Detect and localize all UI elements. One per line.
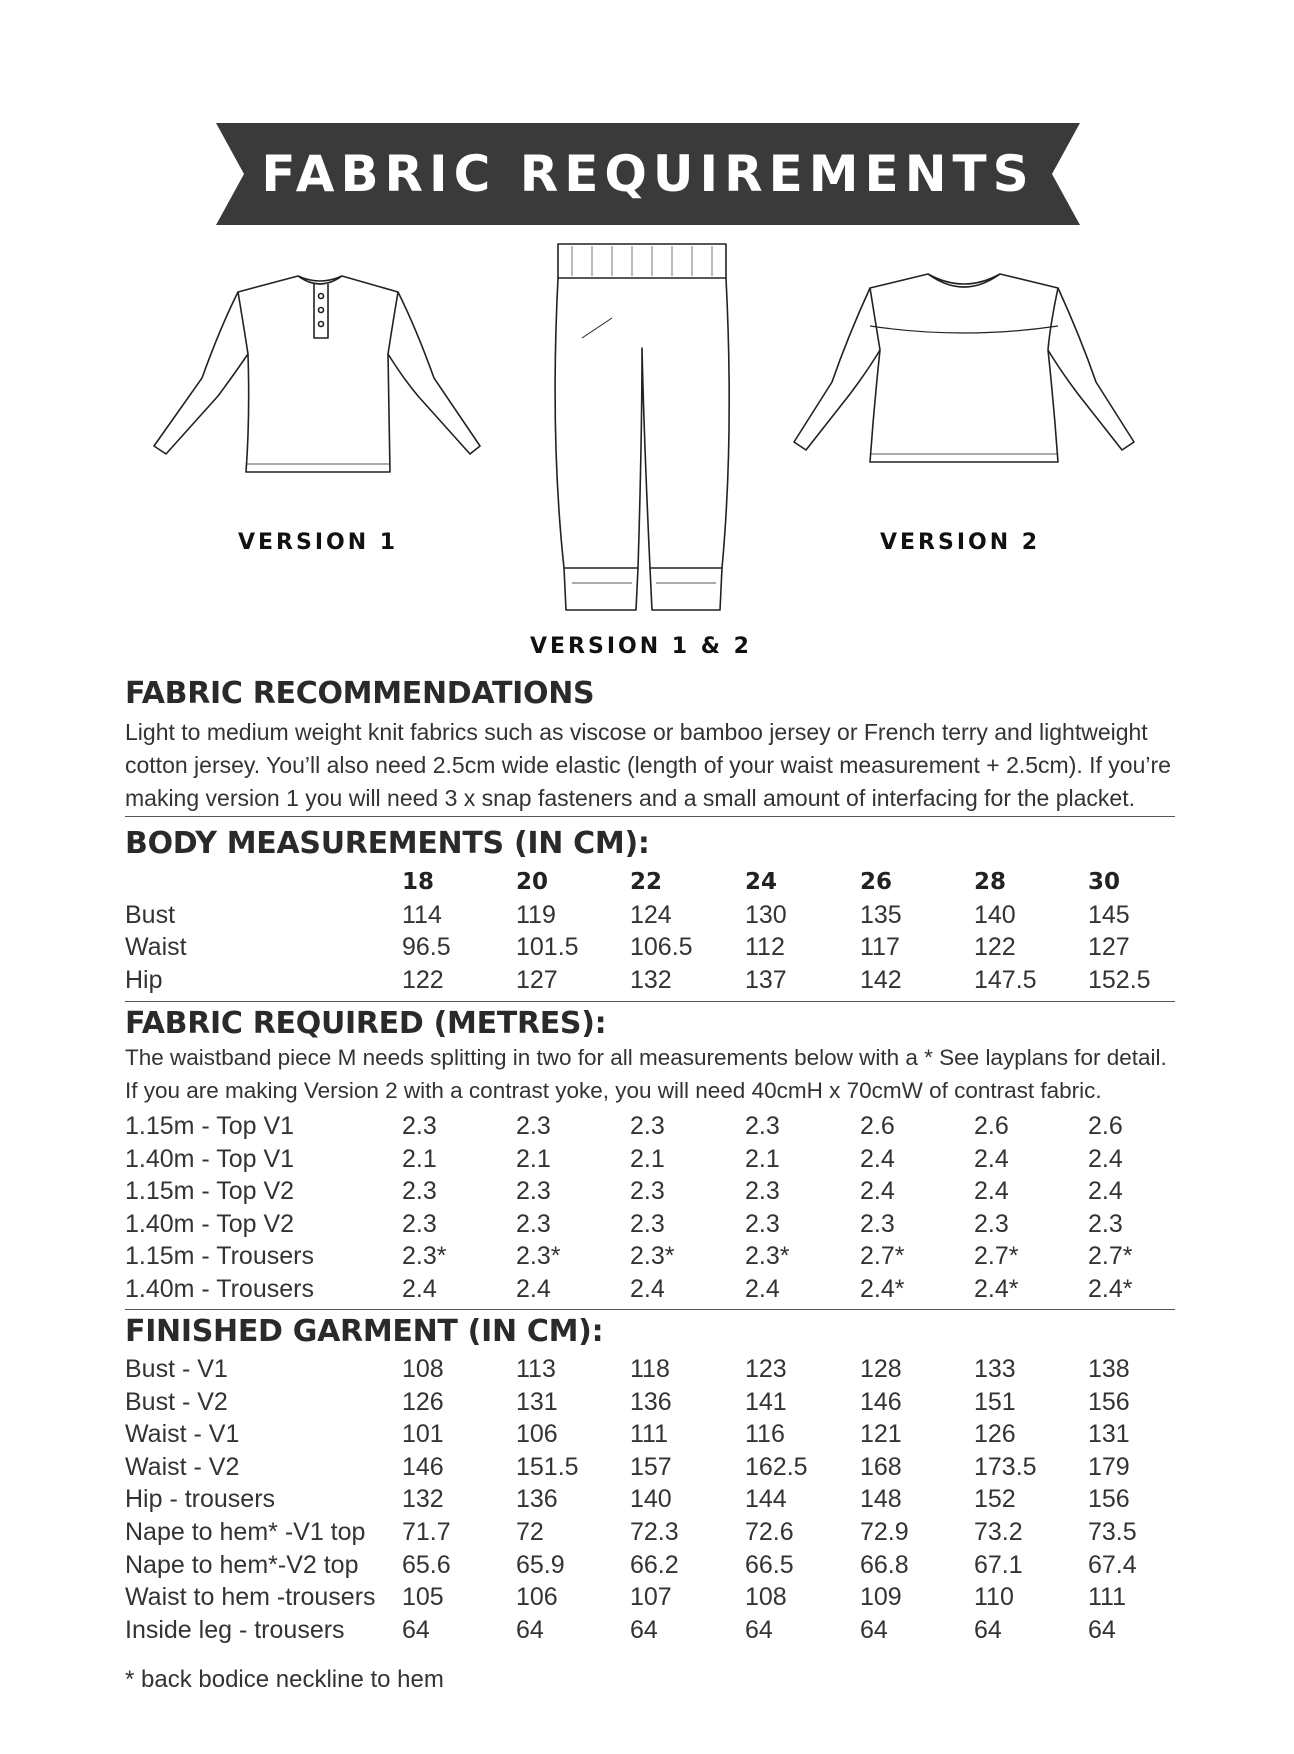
size-header-cell: 30 (1088, 869, 1121, 895)
value-cell: 107 (630, 1583, 672, 1612)
value-cell: 106 (516, 1583, 558, 1612)
body-measurements-table (125, 866, 1175, 996)
value-cell: 2.1 (745, 1144, 780, 1173)
row-label: Bust - V2 (125, 1387, 228, 1416)
page-title: FABRIC REQUIREMENTS (261, 145, 1035, 203)
version-1-label: VERSION 1 (238, 530, 399, 555)
value-cell: 131 (1088, 1420, 1130, 1449)
value-cell: 168 (860, 1452, 902, 1481)
value-cell: 2.4 (402, 1274, 437, 1303)
row-label: Waist to hem -trousers (125, 1583, 376, 1612)
value-cell: 2.3 (402, 1177, 437, 1206)
value-cell: 106 (516, 1420, 558, 1449)
value-cell: 123 (745, 1355, 787, 1383)
recommendation-line: cotton jersey. You’ll also need 2.5cm wide elastic (length of your waist measurement + 2.5cm). If you’re (125, 752, 1171, 778)
section-divider (125, 816, 1175, 817)
value-cell: 122 (402, 965, 444, 994)
version-2-yoke-top-illustration (788, 266, 1140, 466)
row-label: 1.40m - Top V2 (125, 1209, 295, 1238)
size-header-cell: 20 (516, 869, 549, 895)
value-cell: 145 (1088, 900, 1130, 929)
value-cell: 121 (860, 1420, 902, 1449)
value-cell: 111 (1088, 1583, 1127, 1612)
value-cell: 2.4 (974, 1144, 1009, 1173)
value-cell: 2.1 (516, 1144, 551, 1173)
table-row (125, 964, 1175, 997)
size-header-cell: 22 (630, 869, 663, 895)
value-cell: 112 (745, 933, 785, 962)
row-label: Waist - V1 (125, 1420, 240, 1449)
value-cell: 2.4* (860, 1274, 905, 1303)
value-cell: 106.5 (630, 933, 693, 962)
value-cell: 2.3* (402, 1242, 447, 1271)
value-cell: 135 (860, 900, 902, 929)
value-cell: 2.4 (1088, 1144, 1123, 1173)
value-cell: 142 (860, 965, 902, 994)
value-cell: 72.9 (860, 1517, 909, 1546)
value-cell: 110 (974, 1583, 1014, 1612)
value-cell: 127 (1088, 933, 1130, 962)
table-row (125, 1143, 1175, 1176)
value-cell: 151.5 (516, 1452, 579, 1481)
value-cell: 137 (745, 965, 787, 994)
body-measurements-heading: BODY MEASUREMENTS (IN CM): (125, 826, 650, 861)
fabric-recommendations-heading: FABRIC RECOMMENDATIONS (125, 676, 595, 711)
value-cell: 2.1 (402, 1144, 437, 1173)
value-cell: 96.5 (402, 933, 451, 962)
value-cell: 146 (402, 1452, 444, 1481)
value-cell: 157 (630, 1452, 672, 1481)
value-cell: 2.4 (1088, 1177, 1123, 1206)
value-cell: 144 (745, 1485, 787, 1514)
value-cell: 2.4* (974, 1274, 1019, 1303)
value-cell: 113 (516, 1355, 556, 1383)
value-cell: 65.6 (402, 1550, 451, 1579)
value-cell: 116 (745, 1420, 785, 1449)
finished-garment-heading: FINISHED GARMENT (IN CM): (125, 1314, 604, 1349)
value-cell: 67.1 (974, 1550, 1023, 1579)
value-cell: 2.3 (516, 1209, 551, 1238)
section-divider (125, 1309, 1175, 1310)
value-cell: 108 (402, 1355, 444, 1383)
value-cell: 136 (516, 1485, 558, 1514)
value-cell: 140 (974, 900, 1016, 929)
value-cell: 66.5 (745, 1550, 794, 1579)
size-header-cell: 28 (974, 869, 1007, 895)
value-cell: 64 (974, 1615, 1002, 1644)
value-cell: 114 (402, 900, 442, 929)
row-label: Waist - V2 (125, 1452, 240, 1481)
value-cell: 118 (630, 1355, 670, 1383)
value-cell: 2.6 (860, 1112, 895, 1140)
value-cell: 2.3 (630, 1209, 665, 1238)
row-label: Bust (125, 900, 176, 929)
title-banner (216, 123, 1080, 225)
footnote: * back bodice neckline to hem (125, 1666, 444, 1693)
value-cell: 64 (402, 1615, 430, 1644)
table-row (125, 1418, 1175, 1451)
value-cell: 2.3 (974, 1209, 1009, 1238)
value-cell: 2.4 (974, 1177, 1009, 1206)
value-cell: 2.1 (630, 1144, 665, 1173)
value-cell: 133 (974, 1355, 1016, 1383)
value-cell: 117 (860, 933, 900, 962)
value-cell: 2.4 (860, 1177, 895, 1206)
value-cell: 2.3 (745, 1112, 780, 1140)
table-row (125, 1353, 1175, 1386)
value-cell: 2.3 (516, 1112, 551, 1140)
table-row (125, 931, 1175, 964)
value-cell: 72.3 (630, 1517, 679, 1546)
value-cell: 101.5 (516, 933, 579, 962)
row-label: Inside leg - trousers (125, 1615, 345, 1644)
value-cell: 132 (630, 965, 672, 994)
value-cell: 2.3 (516, 1177, 551, 1206)
table-row (125, 1175, 1175, 1208)
value-cell: 67.4 (1088, 1550, 1137, 1579)
fabric-required-notes (125, 1041, 1175, 1107)
value-cell: 66.8 (860, 1550, 909, 1579)
value-cell: 148 (860, 1485, 902, 1514)
value-cell: 124 (630, 900, 672, 929)
value-cell: 152.5 (1088, 965, 1151, 994)
trousers-illustration (552, 238, 732, 614)
table-row (125, 1516, 1175, 1549)
fabric-required-note: The waistband piece M needs splitting in two for all measurements below with a * See layplans for detail. (125, 1045, 1167, 1070)
value-cell: 130 (745, 900, 787, 929)
value-cell: 128 (860, 1355, 902, 1383)
row-label: Nape to hem* -V1 top (125, 1517, 366, 1546)
size-header-cell: 18 (402, 869, 435, 895)
value-cell: 146 (860, 1387, 902, 1416)
value-cell: 162.5 (745, 1452, 808, 1481)
value-cell: 131 (516, 1387, 558, 1416)
row-label: Hip - trousers (125, 1485, 276, 1514)
table-row (125, 1386, 1175, 1419)
value-cell: 122 (974, 933, 1016, 962)
value-cell: 151 (974, 1387, 1016, 1416)
recommendation-line: Light to medium weight knit fabrics such as viscose or bamboo jersey or French terry and lightweight (125, 719, 1148, 745)
value-cell: 2.4 (516, 1274, 551, 1303)
table-row (125, 1451, 1175, 1484)
value-cell: 119 (516, 900, 556, 929)
table-row (125, 899, 1175, 932)
row-label: Bust - V1 (125, 1355, 228, 1383)
value-cell: 2.7* (1088, 1242, 1133, 1271)
table-row (125, 1483, 1175, 1516)
row-label: 1.15m - Top V1 (125, 1112, 295, 1140)
value-cell: 64 (630, 1615, 658, 1644)
value-cell: 2.4 (630, 1274, 665, 1303)
table-row (125, 1208, 1175, 1241)
value-cell: 2.3 (402, 1209, 437, 1238)
value-cell: 64 (860, 1615, 888, 1644)
value-cell: 2.3 (1088, 1209, 1123, 1238)
value-cell: 2.3 (860, 1209, 895, 1238)
fabric-recommendations-text (125, 716, 1175, 815)
table-row (125, 1549, 1175, 1582)
value-cell: 72.6 (745, 1517, 794, 1546)
value-cell: 2.7* (974, 1242, 1019, 1271)
value-cell: 126 (402, 1387, 444, 1416)
value-cell: 2.3* (745, 1242, 790, 1271)
table-row (125, 1110, 1175, 1143)
value-cell: 73.2 (974, 1517, 1023, 1546)
value-cell: 140 (630, 1485, 672, 1514)
value-cell: 2.6 (974, 1112, 1009, 1140)
row-label: Hip (125, 965, 163, 994)
value-cell: 2.6 (1088, 1112, 1123, 1140)
version-2-label: VERSION 2 (880, 530, 1041, 555)
value-cell: 179 (1088, 1452, 1130, 1481)
value-cell: 156 (1088, 1387, 1130, 1416)
value-cell: 2.3* (516, 1242, 561, 1271)
value-cell: 109 (860, 1583, 902, 1612)
fabric-required-heading: FABRIC REQUIRED (METRES): (125, 1006, 607, 1041)
table-row (125, 1614, 1175, 1647)
value-cell: 152 (974, 1485, 1016, 1514)
value-cell: 2.3 (630, 1177, 665, 1206)
value-cell: 2.4* (1088, 1274, 1133, 1303)
table-row (125, 1581, 1175, 1614)
value-cell: 108 (745, 1583, 787, 1612)
fabric-required-note: If you are making Version 2 with a contrast yoke, you will need 40cmH x 70cmW of contrast fabric. (125, 1078, 1102, 1103)
value-cell: 71.7 (402, 1517, 451, 1546)
value-cell: 2.3* (630, 1242, 675, 1271)
row-label: Waist (125, 933, 187, 962)
value-cell: 2.4 (745, 1274, 780, 1303)
value-cell: 126 (974, 1420, 1016, 1449)
version-1-and-2-label: VERSION 1 & 2 (530, 634, 752, 659)
value-cell: 132 (402, 1485, 444, 1514)
value-cell: 105 (402, 1583, 444, 1612)
row-label: 1.40m - Trousers (125, 1274, 314, 1303)
value-cell: 64 (1088, 1615, 1116, 1644)
value-cell: 72 (516, 1517, 544, 1546)
value-cell: 65.9 (516, 1550, 565, 1579)
value-cell: 2.3 (630, 1112, 665, 1140)
finished-garment-table (125, 1353, 1175, 1646)
value-cell: 147.5 (974, 965, 1037, 994)
value-cell: 64 (745, 1615, 773, 1644)
row-label: 1.15m - Trousers (125, 1242, 314, 1271)
value-cell: 2.3 (402, 1112, 437, 1140)
value-cell: 156 (1088, 1485, 1130, 1514)
value-cell: 173.5 (974, 1452, 1037, 1481)
recommendation-line: making version 1 you will need 3 x snap fasteners and a small amount of interfacing for the placket. (125, 785, 1135, 811)
value-cell: 2.3 (745, 1209, 780, 1238)
value-cell: 136 (630, 1387, 672, 1416)
row-label: 1.15m - Top V2 (125, 1177, 295, 1206)
version-1-henley-top-illustration (148, 268, 488, 478)
section-divider (125, 1001, 1175, 1002)
table-row (125, 1273, 1175, 1306)
value-cell: 73.5 (1088, 1517, 1137, 1546)
row-label: Nape to hem*-V2 top (125, 1550, 359, 1579)
value-cell: 141 (745, 1387, 787, 1416)
value-cell: 66.2 (630, 1550, 679, 1579)
fabric-required-table (125, 1110, 1175, 1306)
value-cell: 64 (516, 1615, 544, 1644)
value-cell: 2.4 (860, 1144, 895, 1173)
value-cell: 2.7* (860, 1242, 905, 1271)
value-cell: 138 (1088, 1355, 1130, 1383)
size-header-cell: 24 (745, 869, 778, 895)
table-row (125, 1240, 1175, 1273)
value-cell: 127 (516, 965, 558, 994)
value-cell: 2.3 (745, 1177, 780, 1206)
value-cell: 101 (402, 1420, 444, 1449)
size-header-cell: 26 (860, 869, 893, 895)
value-cell: 111 (630, 1420, 669, 1449)
size-header-row (125, 866, 1175, 899)
row-label: 1.40m - Top V1 (125, 1144, 295, 1173)
